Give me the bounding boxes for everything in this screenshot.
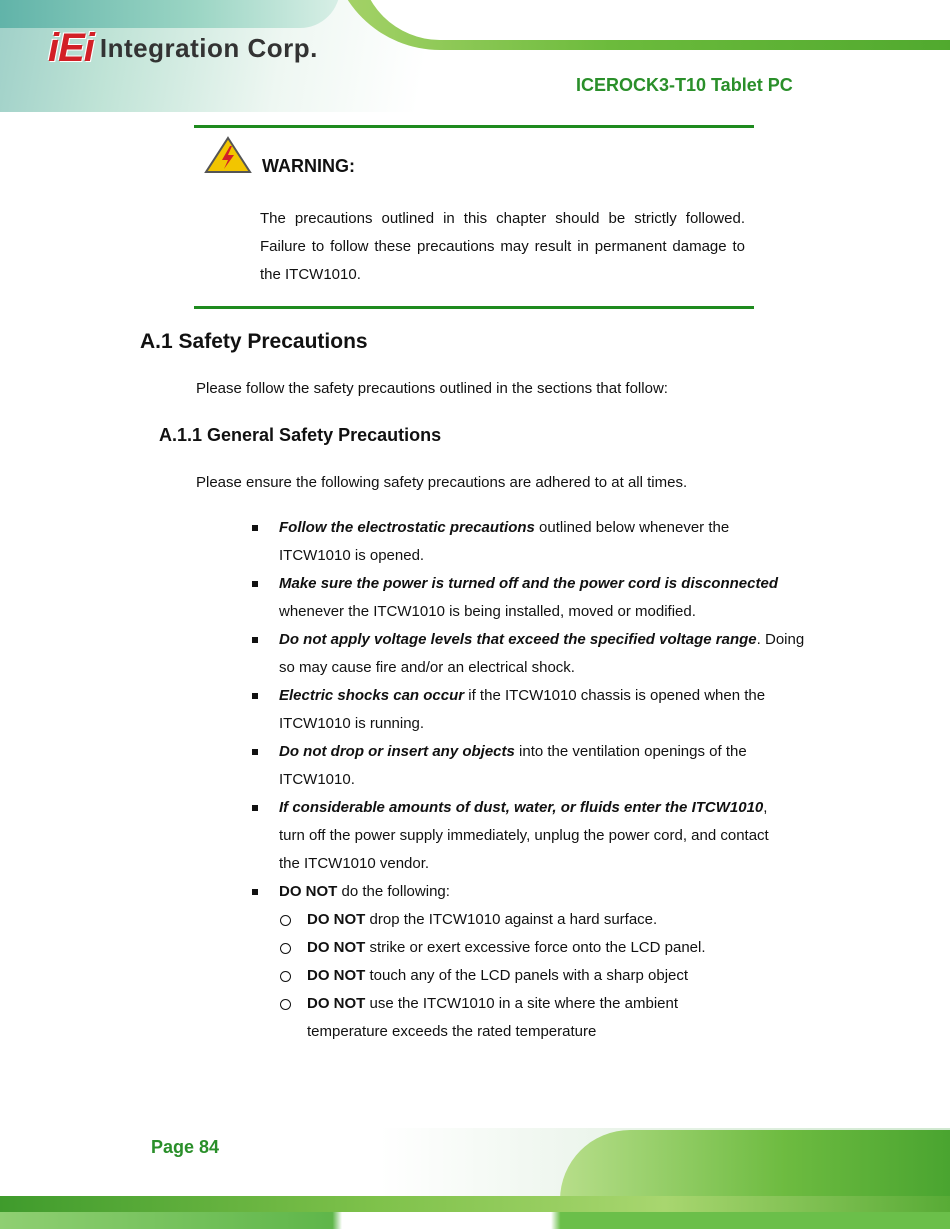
subsection-heading: A.1.1 General Safety Precautions [159, 425, 442, 445]
list-item [252, 570, 809, 626]
bullet-emphasis: DO NOT [279, 883, 338, 900]
hollow-circle-bullet-icon [280, 971, 291, 982]
warning-top-rule [194, 125, 754, 128]
sublist-emphasis: DO NOT [307, 911, 366, 928]
company-logo [48, 26, 318, 71]
donot-sublist [280, 906, 740, 1046]
hollow-circle-bullet-icon [280, 999, 291, 1010]
logo-name: Integration Corp. [99, 33, 318, 63]
sublist-item [280, 962, 740, 990]
product-title: ICEROCK3-T10 Tablet PC [576, 75, 793, 95]
hollow-circle-bullet-icon [280, 915, 291, 926]
sublist-text: drop the ITCW1010 against a hard surface. [365, 911, 658, 928]
warning-text: The precautions outlined in this chapter should be strictly followed. Failure to follow these precautions may result in permanent damage to the ITCW1010. [260, 210, 745, 283]
subsection-intro: Please ensure the following safety precautions are adhered to at all times. [196, 474, 688, 491]
bullet-emphasis: Do not drop or insert any objects [279, 743, 515, 760]
bullet-square-icon [252, 805, 258, 811]
sublist-text: strike or exert excessive force onto the LCD panel. [365, 939, 706, 956]
bullet-text: into the ventilation openings of the ITCW1010. [279, 743, 747, 788]
header-strip [0, 0, 340, 28]
page-footer [0, 1128, 950, 1229]
bullet-text: . Doing so may cause fire and/or an electrical shock. [279, 631, 805, 676]
bullet-text: do the following: [337, 883, 450, 900]
bullet-text: outlined below whenever the ITCW1010 is opened. [279, 519, 730, 564]
bullet-emphasis: Electric shocks can occur [279, 687, 465, 704]
bullet-emphasis: Follow the electrostatic precautions [279, 519, 535, 536]
bullet-square-icon [252, 525, 258, 531]
page-number: Page 84 [151, 1137, 220, 1157]
sublist-text: touch any of the LCD panels with a sharp object [365, 967, 689, 984]
bullet-square-icon [252, 581, 258, 587]
list-item [252, 514, 769, 570]
logo-mark: iEi [48, 26, 94, 70]
sublist-text: use the ITCW1010 in a site where the ambient temperature exceeds the rated temperature [307, 995, 679, 1040]
bullet-square-icon [252, 693, 258, 699]
bullet-square-icon [252, 749, 258, 755]
bullet-square-icon [252, 637, 258, 643]
sublist-item [280, 990, 727, 1046]
bullet-text: if the ITCW1010 chassis is opened when the ITCW1010 is running. [279, 687, 766, 732]
list-item [252, 738, 789, 794]
footer-bottom-strip [0, 1212, 950, 1229]
section-heading: A.1 Safety Precautions [140, 330, 368, 353]
sublist-item [280, 906, 740, 934]
hollow-circle-bullet-icon [280, 943, 291, 954]
warning-bottom-rule [194, 306, 754, 309]
bullet-emphasis: If considerable amounts of dust, water, or fluids enter the ITCW1010 [279, 799, 764, 816]
precautions-list [252, 514, 812, 906]
sublist-item [280, 934, 740, 962]
warning-title: WARNING: [262, 156, 355, 176]
header-wave-mask [360, 0, 950, 40]
sublist-emphasis: DO NOT [307, 939, 366, 956]
section-intro: Please follow the safety precautions outlined in the sections that follow: [196, 380, 668, 397]
page-header [0, 0, 950, 112]
bullet-text: whenever the ITCW1010 is being installed, moved or modified. [279, 603, 696, 620]
sublist-emphasis: DO NOT [307, 995, 366, 1012]
bullet-square-icon [252, 889, 258, 895]
list-item [252, 682, 779, 738]
list-item-donot [252, 878, 812, 906]
sublist-emphasis: DO NOT [307, 967, 366, 984]
list-item [252, 794, 774, 878]
list-item [252, 626, 809, 682]
bullet-emphasis: Do not apply voltage levels that exceed the specified voltage range [279, 631, 757, 648]
warning-triangle-icon [204, 136, 252, 179]
bullet-emphasis: Make sure the power is turned off and the power cord is disconnected [279, 575, 778, 592]
bullet-text: , turn off the power supply immediately, unplug the power cord, and contact the ITCW1010 vendor. [279, 799, 769, 872]
footer-wave [560, 1130, 950, 1200]
